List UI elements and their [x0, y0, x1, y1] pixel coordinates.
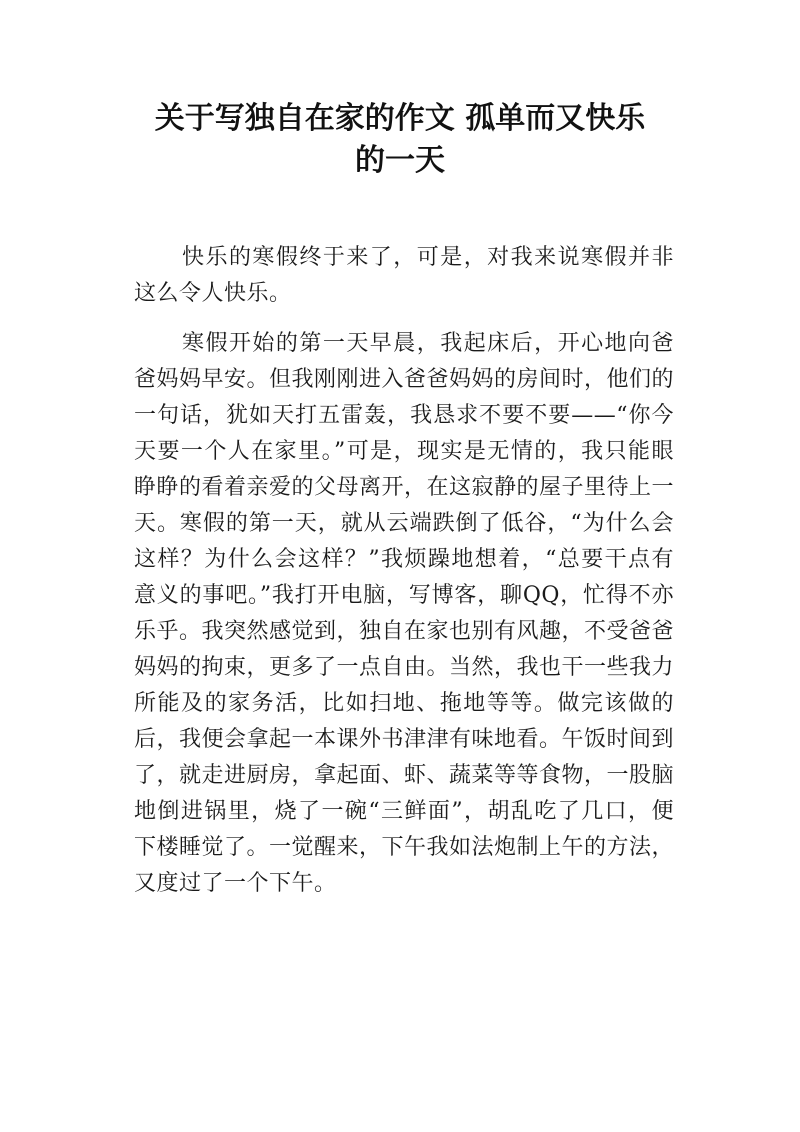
paragraph-2: 寒假开始的第一天早晨，我起床后，开心地向爸爸妈妈早安。但我刚刚进入爸爸妈妈的房间时，他们的一句话，犹如天打五雷轰，我恳求不要不要——“你今天要一个人在家里。”可是，现实是无情的，我只能眼睁睁的看着亲爱的父母离开，在这寂静的屋子里待上一天。寒假的第一天，就从云端跌倒了低谷，“为什么会这样？为什么会这样？”我烦躁地想着，“总要干点有意义的事吧。”我打开电脑，写博客，聊QQ，忙得不亦乐乎。我突然感觉到，独自在家也别有风趣，不受爸爸妈妈的拘束，更多了一点自由。当然，我也干一些我力所能及的家务活，比如扫地、拖地等等。做完该做的后，我便会拿起一本课外书津津有味地看。午饭时间到了，就走进厨房，拿起面、虾、蔬菜等等食物，一股脑地倒进锅里，烧了一碗“三鲜面”，胡乱吃了几口，便下楼睡觉了。一觉醒来，下午我如法炮制上午的方法，又度过了一个下午。: [134, 331, 675, 896]
paragraph-1: 快乐的寒假终于来了，可是，对我来说寒假并非这么令人快乐。: [134, 245, 674, 306]
title-line-1: 关于写独自在家的作文 孤单而又快乐: [154, 101, 646, 136]
page-title: [100, 98, 700, 182]
title-line-2: 的一天: [355, 143, 445, 178]
article-body: [134, 240, 674, 902]
